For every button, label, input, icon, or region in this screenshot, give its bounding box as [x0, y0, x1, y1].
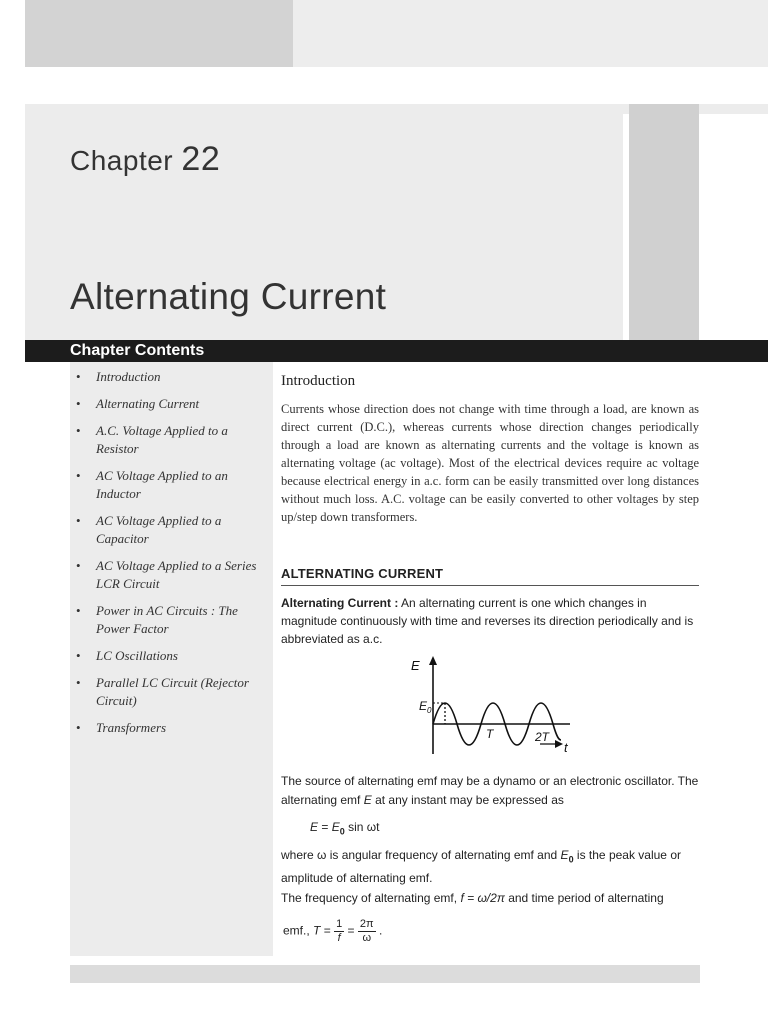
definition-paragraph	[281, 594, 699, 648]
formula-sub: 0	[339, 826, 345, 837]
sine-wave-figure	[400, 652, 580, 762]
contents-heading: Chapter Contents	[70, 342, 205, 359]
formula-e: E	[331, 820, 340, 834]
where-sub: 0	[568, 854, 574, 865]
emf-formula	[310, 820, 379, 836]
formula-eq: =	[321, 820, 329, 834]
source-var: E	[363, 793, 372, 807]
fraction-one	[334, 918, 344, 945]
tick-label-2t: 2T	[535, 730, 550, 744]
chapter-number: 22	[181, 140, 221, 178]
formula-rest: sin ωt	[348, 820, 380, 834]
definition-text: An alternating current is one which changes in magnitude continuously with time and reverses its direction periodically and is abbreviated as a.c.	[281, 596, 694, 646]
emf-prefix: emf.,	[283, 923, 310, 938]
source-paragraph	[281, 772, 699, 810]
contents-item: • AC Voltage Applied to a Series LCR Circuit	[70, 557, 270, 593]
section-heading: ALTERNATING CURRENT	[281, 566, 444, 581]
top-band-right	[293, 0, 768, 67]
contents-item: • Transformers	[70, 719, 270, 737]
contents-list	[70, 368, 270, 746]
fraction-one-num: 1	[336, 918, 343, 930]
contents-item: • LC Oscillations	[70, 647, 270, 665]
section-rule	[281, 585, 699, 586]
frequency-paragraph	[281, 889, 699, 908]
contents-item: • Power in AC Circuits : The Power Factor	[70, 602, 270, 638]
where-paragraph	[281, 846, 699, 888]
top-band-left	[25, 0, 293, 67]
freq-text-1: The frequency of alternating emf,	[281, 891, 458, 905]
fraction-two	[358, 918, 376, 945]
contents-item: • Introduction	[70, 368, 270, 386]
footer-band	[70, 965, 700, 983]
freq-expr: f = ω/2π	[460, 891, 505, 905]
peak-label-e: E	[419, 699, 428, 713]
fraction-two-num: 2π	[359, 918, 374, 930]
header-decoration	[699, 114, 768, 340]
y-axis-arrow	[429, 656, 437, 665]
fraction-two-den: ω	[362, 932, 372, 944]
where-text-2: is the peak value or amplitude of alternating emf.	[281, 848, 681, 886]
period-formula	[283, 918, 382, 945]
source-tail: at any instant may be expressed as	[375, 793, 564, 807]
time-arrow-head	[555, 740, 563, 748]
formula-lhs: E	[310, 820, 319, 834]
where-var: E	[560, 848, 569, 862]
freq-text-2: and time period of alternating	[508, 891, 664, 905]
period-var: T	[313, 923, 321, 938]
chapter-label	[70, 140, 220, 179]
intro-heading: Introduction	[281, 373, 356, 389]
contents-item: • Alternating Current	[70, 395, 270, 413]
contents-item: • AC Voltage Applied to an Inductor	[70, 467, 270, 503]
chapter-word: Chapter	[70, 145, 174, 176]
period-eq2: =	[347, 923, 355, 938]
tick-label-t: T	[486, 727, 494, 741]
contents-item: • A.C. Voltage Applied to a Resistor	[70, 422, 270, 458]
header-decoration	[629, 104, 699, 340]
source-text: The source of alternating emf may be a dynamo or an electronic oscillator. The alternating emf	[281, 774, 699, 807]
contents-item: • Parallel LC Circuit (Rejector Circuit)	[70, 674, 270, 710]
x-axis-label: t	[564, 740, 568, 755]
peak-label-sub: 0	[427, 706, 432, 715]
fraction-one-den: f	[337, 932, 341, 944]
definition-term: Alternating Current :	[281, 596, 399, 610]
period-eq1: =	[323, 923, 331, 938]
period-end: .	[378, 923, 383, 938]
y-axis-label: E	[411, 658, 420, 673]
peak-label	[419, 699, 432, 715]
where-text-1: where ω is angular frequency of alternating emf and	[281, 848, 558, 862]
contents-item: • AC Voltage Applied to a Capacitor	[70, 512, 270, 548]
page-title: Alternating Current	[70, 276, 387, 317]
intro-paragraph: Currents whose direction does not change with time through a load, are known as direct current (D.C.), whereas currents whose direction changes periodically through a load are known as alternating currents and the voltage is known as alternating voltage (ac voltage). Most of the electrical devices require ac voltage because electrical energy in a.c. form can be easily transmitted over long distances without much loss. A.C. voltage can be easily converted to other voltages by step up/step down transformers.	[281, 402, 699, 524]
